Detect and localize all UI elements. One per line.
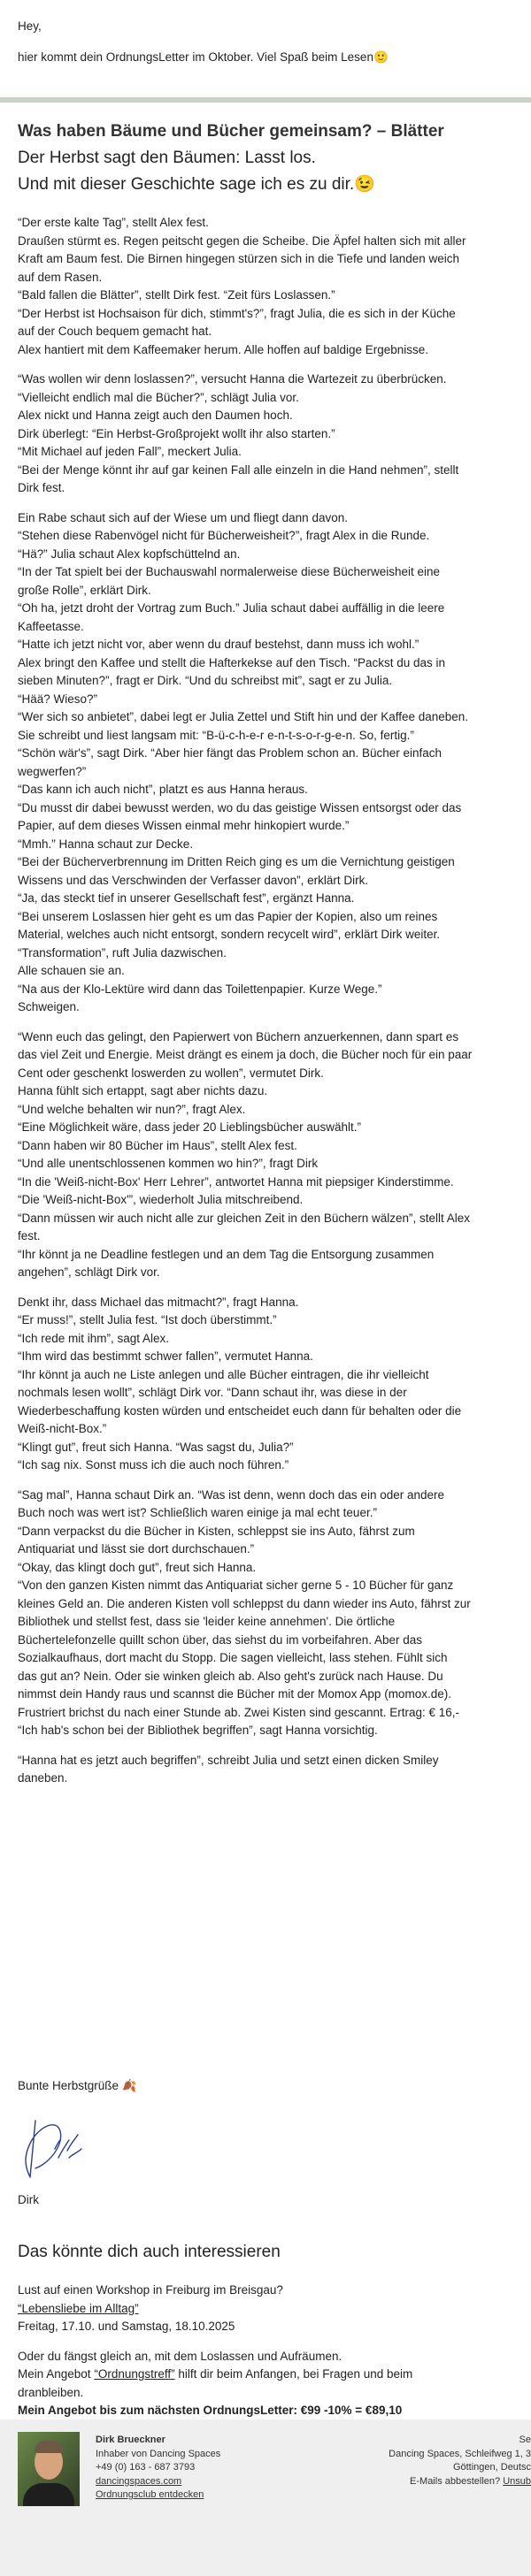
offer-line-2: [18, 2366, 412, 2384]
footer-role: Inhaber von Dancing Spaces: [96, 2448, 221, 2459]
story-line: “Klingt gut”, freut sich Hanna. “Was sagst du, Julia?”: [18, 1440, 294, 1454]
story-line: wegwerfen?”: [18, 764, 87, 778]
story-line: fest.: [18, 1229, 41, 1242]
story-line: Ein Rabe schaut sich auf der Wiese um und fliegt dann davon.: [18, 510, 348, 524]
story-line: Wissens und das Verschwinden der Verfasser davon”, erklärt Dirk.: [18, 873, 369, 887]
story-line: “Und welche behalten wir nun?”, fragt Alex.: [18, 1102, 246, 1116]
paragraph-gap: [18, 498, 472, 509]
story-line: “Schön wär's”, sagt Dirk. “Aber hier fängt das Problem schon an. Bücher einfach: [18, 746, 442, 760]
story-line: Wiederbeschaffung kosten würden und entscheidet euch dann für behalten oder die: [18, 1403, 462, 1418]
footer-name: Dirk Brueckner: [96, 2435, 165, 2445]
story-line: angehen”, schlägt Dirk vor.: [18, 1265, 160, 1279]
footer-right-line-1: Se: [519, 2435, 531, 2445]
story-line: sieben Minuten?”, fragt er Dirk. “Und du schreibst mit”, sagt er zu Julia.: [18, 674, 393, 687]
offer-suffix: hilft dir beim Anfangen, bei Fragen und beim: [174, 2367, 413, 2381]
story-line: “Transformation”, ruft Julia dazwischen.: [18, 945, 227, 959]
story-line: “Na aus der Klo-Lektüre wird dann das Toilettenpapier. Kurze Wege.”: [18, 982, 382, 996]
story-line: “Bei unserem Loslassen hier geht es um das Papier der Kopien, also um reines: [18, 909, 438, 923]
recommend-section: [18, 2282, 412, 2420]
story-line: Draußen stürmt es. Regen peitscht gegen die Scheibe. Die Äpfel halten sich mit aller: [18, 233, 466, 248]
footer-right-line-4: [301, 2475, 531, 2489]
article-subtitle-2: Und mit dieser Geschichte sage ich es zu dir.😉: [18, 175, 375, 194]
story-line: Schweigen.: [18, 1000, 80, 1013]
workshop-link[interactable]: “Lebensliebe im Alltag”: [18, 2301, 139, 2315]
story-line: “In der Tat spielt bei der Buchauswahl normalerweise diese Bücherweisheit eine: [18, 565, 441, 578]
story-line: “Die 'Weiß-nicht-Box'”, wiederholt Julia mitschreibend.: [18, 1193, 304, 1206]
offer-line: Oder du fängst gleich an, mit dem Loslassen und Aufräumen.: [18, 2349, 342, 2363]
story-line: kleines Geld an. Die anderen Kisten voll schleppst du dann wieder ins Auto, fährst zur: [18, 1596, 471, 1610]
paragraph-gap: [18, 1282, 472, 1294]
story-line: Hanna fühlt sich ertappt, sagt aber nichts dazu.: [18, 1084, 268, 1097]
story-line: das gut an? Nein. Oder sie winken gleich ab. Also geht's zurück nach Hause. Du: [18, 1669, 443, 1683]
footer-right-line-2: Dancing Spaces, Schleifweg 1, 3: [389, 2448, 531, 2459]
story-line: “Ihr könnt ja auch ne Liste anlegen und alle Bücher eintragen, die ihr vielleicht: [18, 1367, 429, 1381]
story-line: “Von den ganzen Kisten nimmt das Antiquariat sicher gerne 5 - 10 Bücher für ganz: [18, 1578, 454, 1592]
story-line: “Ich hab's schon bei der Bibliothek begriffen”, sagt Hanna vorsichtig.: [18, 1724, 378, 1737]
footer-phone: +49 (0) 163 - 687 3793: [96, 2462, 196, 2473]
story-line: “Ihm wird das bestimmt schwer fallen”, vermutet Hanna.: [18, 1349, 313, 1363]
story-line: “Und alle unentschlossenen kommen wo hin?”, fragt Dirk: [18, 1157, 319, 1170]
divider: [0, 97, 531, 103]
club-link[interactable]: Ordnungsclub entdecken: [96, 2489, 204, 2500]
story-line: nimmst dein Handy raus und scannst die Bücher mit der Momox App (momox.de).: [18, 1687, 451, 1701]
story-line: Alex nickt und Hanna zeigt auch den Daumen hoch.: [18, 409, 293, 422]
story-line: “Bei der Menge könnt ihr auf gar keinen Fall alle einzeln in die Hand nehmen”, stellt: [18, 462, 459, 477]
story-line: “Ihr könnt ja ne Deadline festlegen und an dem Tag die Entsorgung zusammen: [18, 1247, 435, 1261]
story-line: “Sag mal”, Hanna schaut Dirk an. “Was ist denn, wenn doch das ein oder andere: [18, 1487, 445, 1502]
story-line: nochmals lesen wollt”, schlägt Dirk vor. “Dann schaut ihr, was diese in der: [18, 1386, 407, 1399]
recommend-heading: Das könnte dich auch interessieren: [18, 2243, 281, 2261]
story-line: Bibliothek und stellst fest, dass sie 'leider keine annehmen'. Die örtliche: [18, 1615, 396, 1628]
story-line: Kaffeetasse.: [18, 619, 84, 633]
story-line: Denkt ihr, dass Michael das mitmacht?”, fragt Hanna.: [18, 1295, 299, 1309]
story-line: “Okay, das klingt doch gut”, freut sich Hanna.: [18, 1560, 257, 1574]
workshop-dates: Freitag, 17.10. und Samstag, 18.10.2025: [18, 2320, 235, 2333]
footer-address: [301, 2434, 531, 2488]
story-line: auf dem Rasen.: [18, 270, 103, 284]
story-line: “Ich sag nix. Sonst muss ich die auch noch führen.”: [18, 1458, 289, 1471]
unsubscribe-prefix: E-Mails abbestellen?: [410, 2475, 504, 2487]
story-line: “Mmh.” Hanna schaut zur Decke.: [18, 837, 194, 851]
footer-contact: [96, 2434, 220, 2503]
offer-prefix: Mein Angebot: [18, 2367, 95, 2381]
story-line: “Dann verpackst du die Bücher in Kisten, schleppst sie ins Auto, fährst zum: [18, 1524, 415, 1538]
story-line: Dirk überlegt: “Ein Herbst-Großprojekt wollt ihr also starten.”: [18, 426, 335, 440]
story-line: “Bald fallen die Blätter”, stellt Dirk fest. “Zeit fürs Loslassen.”: [18, 288, 335, 302]
story-line: Sozialkaufhaus, dort macht du Stopp. Die sagen vielleicht, lass stehen. Fühlt sich: [18, 1651, 448, 1664]
story-line: “Ich rede mit ihm”, sagt Alex.: [18, 1331, 170, 1345]
article-title: Was haben Bäume und Bücher gemeinsam? – Blätter: [18, 122, 444, 141]
story-line: “Hää? Wieso?”: [18, 692, 98, 706]
story-line: “Hä?” Julia schaut Alex kopfschüttelnd an.: [18, 547, 241, 561]
signoff-name: Dirk: [18, 2193, 39, 2206]
story-line: “Das kann ich auch nicht”, platzt es aus Hanna heraus.: [18, 783, 308, 796]
story-text: [18, 214, 472, 1788]
intro-line: hier kommt dein OrdnungsLetter im Oktober. Viel Spaß beim Lesen🙂: [18, 50, 389, 64]
story-line: Weiß-nicht-Box.”: [18, 1422, 107, 1435]
story-line: “Was wollen wir denn loslassen?”, versucht Hanna die Wartezeit zu überbrücken.: [18, 372, 447, 386]
website-link[interactable]: dancingspaces.com: [96, 2475, 182, 2487]
paragraph-gap: [18, 1017, 472, 1028]
story-line: Kraft am Baum fest. Die Birnen hingegen stürzen sich in die Tiefe und landen weich: [18, 252, 460, 265]
story-line: “Der erste kalte Tag”, stellt Alex fest.: [18, 216, 209, 229]
story-line: “Hanna hat es jetzt auch begriffen”, schreibt Julia und setzt einen dicken Smiley: [18, 1753, 439, 1767]
story-line: Papier, auf dem dieses Wissen einmal mehr hinkopiert wurde.”: [18, 819, 350, 832]
story-line: Alle schauen sie an.: [18, 964, 125, 977]
greeting: Hey,: [18, 19, 42, 33]
story-line: daneben.: [18, 1771, 68, 1785]
story-line: “Du musst dir dabei bewusst werden, wo du das geistige Wissen entsorgst oder das: [18, 800, 462, 814]
footer-right-line-3: Göttingen, Deutsc: [452, 2462, 531, 2473]
paragraph-gap: [18, 359, 472, 371]
story-line: Dirk fest.: [18, 481, 65, 494]
unsubscribe-link[interactable]: Unsub: [503, 2475, 531, 2487]
offer-line-3: dranbleiben.: [18, 2385, 84, 2399]
story-line: “Vielleicht endlich mal die Bücher?”, schlägt Julia vor.: [18, 390, 299, 404]
story-line: “Er muss!”, stellt Julia fest. “Ist doch überstimmt.”: [18, 1313, 277, 1326]
story-line: Alex hantiert mit dem Kaffeemaker herum. Alle hoffen auf baldige Ergebnisse.: [18, 342, 429, 356]
story-line: “In die 'Weiß-nicht-Box' Herr Lehrer”, antwortet Hanna mit piepsiger Kinderstimme.: [18, 1174, 454, 1189]
story-line: “Wer sich so anbietet”, dabei legt er Julia Zettel und Stift hin und der Kaffee daneben.: [18, 710, 469, 723]
footer: [0, 2419, 531, 2576]
story-line: Cent oder geschenkt loswerden zu wollen”, vermutet Dirk.: [18, 1066, 324, 1080]
story-line: Buch noch was wert ist? Schließlich waren einige ja mal echt teuer.”: [18, 1506, 377, 1519]
story-line: Sie schreibt und liest langsam mit: “B-ü-c-h-e-r e-n-t-s-o-r-g-e-n. So, fertig.”: [18, 728, 414, 742]
story-line: auf der Couch bequem gemacht hat.: [18, 325, 212, 338]
story-line: “Hatte ich jetzt nicht vor, aber wenn du drauf bestehst, dann muss ich wohl.”: [18, 638, 419, 651]
handwritten-signature: [16, 2105, 87, 2189]
offer-price: Mein Angebot bis zum nächsten OrdnungsLetter: €99 -10% = €89,10: [18, 2404, 403, 2417]
story-line: “Stehen diese Rabenvögel nicht für Bücherweisheit?”, fragt Alex in die Runde.: [18, 529, 430, 542]
story-line: “Eine Möglichkeit wäre, dass jeder 20 Lieblingsbücher auswählt.”: [18, 1120, 361, 1134]
story-line: “Oh ha, jetzt droht der Vortrag zum Buch.” Julia schaut dabei auffällig in die leere: [18, 601, 445, 615]
article-subtitle: Der Herbst sagt den Bäumen: Lasst los.: [18, 149, 316, 167]
avatar: [18, 2432, 80, 2506]
story-line: Material, welches auch nicht entsorgt, sondern recycelt wird”, erklärt Dirk weiter.: [18, 928, 441, 941]
story-line: Büchertelefonzelle quillt schon über, das siehst du im vorbeifahren. Aber das: [18, 1632, 423, 1647]
story-line: “Mit Michael auf jeden Fall”, meckert Julia.: [18, 445, 242, 458]
story-line: große Rolle”, erklärt Dirk.: [18, 583, 151, 597]
workshop-question: Lust auf einen Workshop in Freiburg im Breisgau?: [18, 2283, 283, 2297]
paragraph-gap: [18, 1475, 472, 1487]
story-line: Alex bringt den Kaffee und stellt die Hafterkekse auf den Tisch. “Packst du das in: [18, 655, 446, 669]
story-line: “Der Herbst ist Hochsaison für dich, stimmt's?”, fragt Julia, die es sich in der Küche: [18, 306, 456, 320]
paragraph-gap: [18, 1740, 472, 1752]
story-line: Frustriert brichst du nach einer Stunde ab. Zwei Kisten sind gescannt. Ertrag: € 16,-: [18, 1705, 459, 1719]
story-line: “Dann müssen wir auch nicht alle zur gleichen Zeit in den Büchern wälzen”, stellt Alex: [18, 1211, 471, 1225]
story-line: “Dann haben wir 80 Bücher im Haus”, stellt Alex fest.: [18, 1138, 297, 1152]
story-line: “Ja, das steckt tief in unserer Gesellschaft fest”, ergänzt Hanna.: [18, 891, 355, 905]
story-line: Antiquariat und lässt sie dort durchschauen.”: [18, 1542, 255, 1556]
ordnungstreff-link[interactable]: “Ordnungstreff”: [94, 2367, 175, 2381]
story-line: “Wenn euch das gelingt, den Papierwert von Büchern anzuerkennen, dann spart es: [18, 1029, 459, 1043]
signoff-greeting: Bunte Herbstgrüße 🍂: [18, 2079, 137, 2092]
story-line: “Bei der Bücherverbrennung im Dritten Reich ging es um die Vernichtung geistigen: [18, 855, 455, 868]
story-line: das viel Zeit und Energie. Meist drängt es einem ja doch, die Bücher noch für ein paar: [18, 1048, 473, 1061]
